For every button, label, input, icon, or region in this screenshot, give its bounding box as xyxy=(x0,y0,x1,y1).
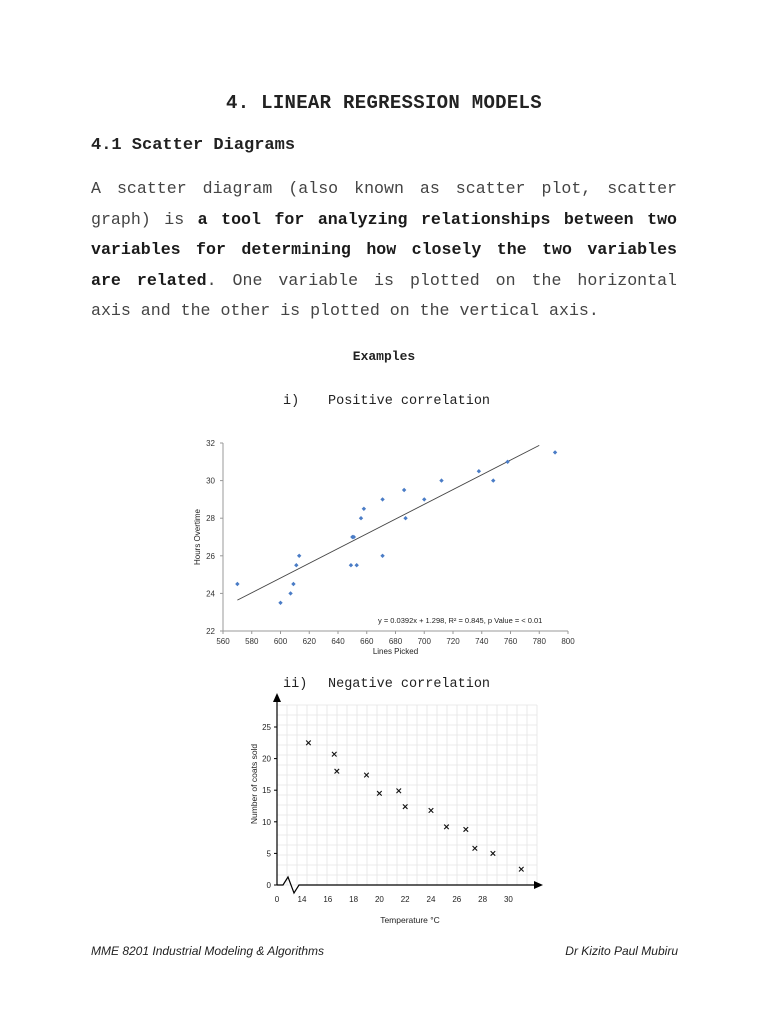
x-tick-label: 780 xyxy=(532,637,546,646)
x-tick-label: 760 xyxy=(503,637,518,646)
data-point xyxy=(359,516,363,520)
data-point xyxy=(297,554,301,558)
x-tick-label: 700 xyxy=(417,637,431,646)
x-tick-label: 720 xyxy=(446,637,460,646)
x-tick-label: 0 xyxy=(274,895,280,904)
examples-heading: Examples xyxy=(352,349,416,364)
y-tick-label: 15 xyxy=(262,786,271,796)
trendline xyxy=(237,445,539,600)
data-point xyxy=(380,497,384,501)
data-point xyxy=(505,460,509,464)
x-axis-label: Temperature °C xyxy=(380,915,440,925)
y-axis-arrow xyxy=(273,693,281,702)
y-axis-label: Number of coats sold xyxy=(249,743,259,825)
x-tick-label: 16 xyxy=(323,895,333,904)
x-axis-line-with-break xyxy=(277,877,540,893)
x-tick-label: 740 xyxy=(475,637,489,646)
section-title: 4.1 Scatter Diagrams xyxy=(91,136,296,155)
y-tick-label: 32 xyxy=(206,439,215,448)
data-point xyxy=(439,478,443,482)
data-point xyxy=(278,601,282,605)
example-2-number: ii) xyxy=(283,677,308,692)
positive-correlation-chart xyxy=(190,432,590,662)
y-tick-label: 25 xyxy=(262,723,271,732)
example-2-text: Negative correlation xyxy=(328,677,491,692)
regression-annotation: y = 0.0392x + 1.298, R² = 0.845, p Value = < 0.01 xyxy=(378,616,543,625)
data-point xyxy=(403,516,407,520)
x-tick-label: 640 xyxy=(331,637,345,646)
intro-text-bold: a tool for analyzing relationships between two variables for determining how closely the two variables are related xyxy=(91,209,677,290)
data-point-x-marker xyxy=(429,808,434,813)
chapter-title: 4. LINEAR REGRESSION MODELS xyxy=(226,92,542,114)
data-point xyxy=(349,563,353,567)
data-point xyxy=(553,450,557,454)
x-tick-label: 24 xyxy=(426,895,436,904)
data-point xyxy=(491,478,495,482)
footer-author: Dr Kizito Paul Mubiru xyxy=(565,944,678,958)
x-tick-label: 600 xyxy=(273,637,288,646)
data-point-x-marker xyxy=(464,827,469,832)
data-point xyxy=(380,554,384,558)
example-1-text: Positive correlation xyxy=(328,394,491,409)
data-point xyxy=(288,591,292,595)
x-tick-label: 560 xyxy=(216,637,230,646)
data-point xyxy=(235,582,239,586)
y-tick-label: 5 xyxy=(266,849,271,859)
x-tick-label: 14 xyxy=(297,895,307,904)
x-tick-label: 620 xyxy=(302,637,316,646)
x-tick-label: 800 xyxy=(561,637,575,646)
x-tick-label: 26 xyxy=(452,895,462,904)
footer-course-title: MME 8201 Industrial Modeling & Algorithms xyxy=(91,944,324,958)
negative-correlation-chart xyxy=(240,690,550,935)
example-1-label xyxy=(283,394,490,409)
y-tick-label: 22 xyxy=(206,627,215,636)
x-tick-label: 28 xyxy=(478,895,488,904)
data-point xyxy=(422,497,426,501)
data-point-x-marker xyxy=(332,752,337,757)
x-tick-label: 18 xyxy=(349,895,359,904)
data-point-x-marker xyxy=(519,867,524,872)
data-point xyxy=(354,563,358,567)
y-tick-label: 10 xyxy=(262,817,271,827)
y-tick-label: 26 xyxy=(206,551,215,561)
x-tick-label: 22 xyxy=(400,895,410,904)
y-tick-label: 30 xyxy=(206,476,215,486)
intro-text-part2: . One variable is plotted on the horizontal axis and the other is plotted on the vertical axis. xyxy=(91,270,677,321)
y-tick-label: 20 xyxy=(262,754,271,764)
intro-paragraph xyxy=(91,174,677,327)
data-point xyxy=(362,507,366,511)
data-point xyxy=(402,488,406,492)
data-point-x-marker xyxy=(473,846,478,851)
x-tick-label: 580 xyxy=(245,637,259,646)
x-axis-arrow xyxy=(534,881,543,889)
y-axis-label: Hours Overtime xyxy=(193,508,202,566)
data-point xyxy=(294,563,298,567)
example-1-number: i) xyxy=(283,394,300,409)
x-tick-label: 660 xyxy=(360,637,374,646)
x-tick-label: 20 xyxy=(374,895,384,904)
x-tick-label: 680 xyxy=(388,637,403,646)
x-tick-label: 30 xyxy=(503,895,513,904)
data-point xyxy=(291,582,295,586)
y-tick-label: 24 xyxy=(206,589,215,599)
x-axis-label: Lines Picked xyxy=(372,647,419,656)
y-tick-label: 28 xyxy=(206,514,215,524)
y-tick-label: 0 xyxy=(266,881,271,890)
intro-text-part1: A scatter diagram (also known as scatter plot, scatter graph) is xyxy=(91,179,677,229)
data-point xyxy=(477,469,481,473)
